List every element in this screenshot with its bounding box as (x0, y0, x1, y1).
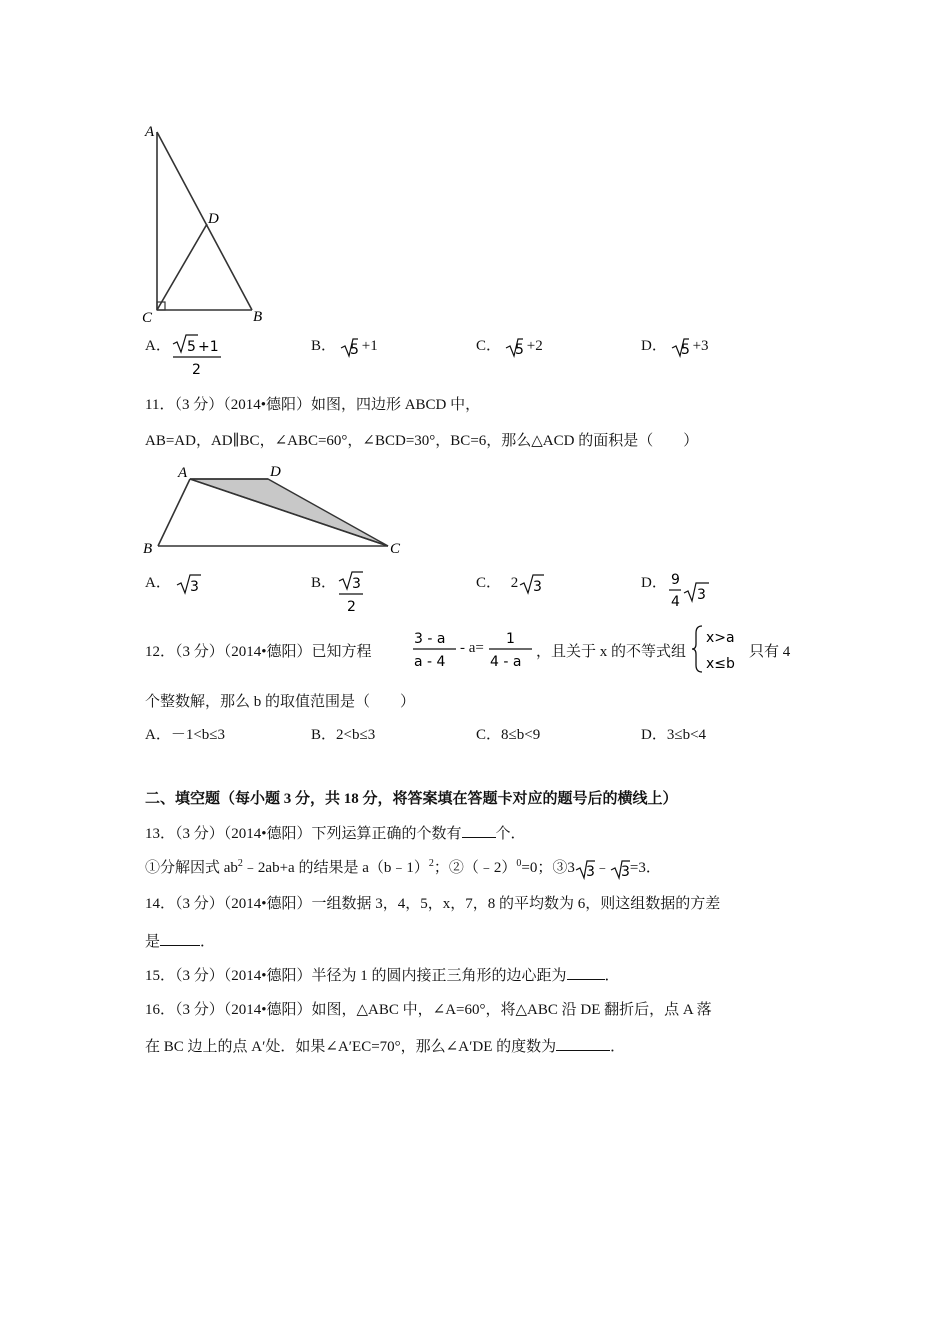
radicand: 5 (349, 341, 359, 358)
q12-mid: - a= (460, 640, 484, 656)
option-letter: D． (641, 575, 667, 591)
sqrt-expression (340, 336, 358, 358)
q13-part-b: ﹣2ab+a 的结果是 a（b﹣1） (242, 860, 429, 876)
segment-AC (190, 479, 388, 546)
sqrt-expression (610, 858, 630, 880)
numerator: 9 (671, 572, 680, 588)
label-D: D (270, 464, 281, 480)
inequality-1: x>a (706, 630, 735, 646)
q13-part-c: ；②（﹣2） (433, 860, 517, 876)
sqrt-fraction (337, 569, 371, 617)
label-B: B (253, 309, 263, 325)
q12-fraction-2 (488, 626, 534, 672)
sqrt-expression (518, 572, 544, 596)
q12-stem-pre: 12．（3 分）（2014•德阳）已知方程 (145, 644, 372, 660)
option-letter: B． (311, 338, 337, 354)
tail: +3 (692, 338, 709, 354)
q13-line2 (145, 856, 661, 880)
radicand: 5 (187, 339, 196, 355)
section2-title: 二、填空题（每小题 3 分，共 18 分，将答案填在答题卡对应的题号后的横线上） (145, 791, 678, 807)
segment-AB (157, 132, 252, 310)
exponent: 2 (237, 858, 243, 869)
q11-option-c[interactable] (476, 571, 544, 596)
sqrt-expression (505, 336, 523, 358)
q15-stem-post: ． (604, 968, 620, 984)
q14-line2-pre: 是 (145, 934, 161, 950)
q12-fraction-1 (412, 626, 458, 672)
answer-blank[interactable] (556, 1036, 610, 1051)
q12-option-a[interactable]: A．－1<b≤3 (145, 727, 226, 743)
option-letter: A． (145, 575, 171, 591)
q12-post2: 只有 4 (749, 644, 791, 660)
radicand: 3 (697, 587, 706, 603)
radicand: 5 (680, 341, 690, 358)
option-letter: C． (476, 575, 502, 591)
sqrt-expression (175, 572, 201, 596)
exponent: 0 (516, 858, 522, 869)
answer-blank[interactable] (567, 965, 605, 980)
numerator: 1 (506, 631, 515, 647)
q10-option-b[interactable] (311, 334, 378, 358)
radicand: 3 (352, 576, 361, 592)
label-A: A (178, 465, 188, 481)
q13-part-e: ﹣ (594, 860, 610, 876)
q13-stem-post: 个． (495, 826, 526, 842)
q16-stem: 16．（3 分）（2014•德阳）如图，△ABC 中，∠A=60°，将△ABC 沿 DE 翻折后，点 A 落 (145, 1002, 712, 1018)
radicand: 3 (585, 863, 595, 880)
label-D: D (208, 211, 219, 227)
fraction-sqrt (667, 569, 713, 617)
figure-q10 (135, 120, 275, 330)
radicand: 5 (514, 341, 524, 358)
radicand: 3 (189, 578, 199, 595)
q12-option-d[interactable]: D．3≤b<4 (641, 727, 707, 743)
label-B: B (143, 541, 153, 557)
numerator-tail: +1 (198, 339, 219, 355)
option-letter: D． (641, 338, 667, 354)
q12-stem (145, 640, 372, 661)
sqrt-expression (575, 858, 595, 880)
segment-CD (157, 224, 207, 310)
q13-part-a: ①分解因式 ab (145, 860, 238, 876)
denominator: 2 (347, 599, 356, 615)
q14-stem: 14．（3 分）（2014•德阳）一组数据 3，4，5，x，7，8 的平均数为 6，则这组数据的方差 (145, 896, 721, 912)
numerator: 3 - a (414, 631, 446, 647)
label-C: C (142, 310, 153, 326)
radicand: 3 (620, 863, 630, 880)
denominator: 2 (192, 362, 201, 378)
q16-line2-pre: 在 BC 边上的点 A′处．如果∠A′EC=70°，那么∠A′DE 的度数为 (145, 1039, 557, 1055)
coefficient: 2 (510, 575, 519, 591)
sqrt-fraction (171, 332, 231, 380)
q13-stem-pre: 13．（3 分）（2014•德阳）下列运算正确的个数有 (145, 826, 462, 842)
q15-stem-pre: 15．（3 分）（2014•德阳）半径为 1 的圆内接正三角形的边心距为 (145, 968, 567, 984)
exponent: 2 (428, 858, 434, 869)
q13-stem (145, 822, 526, 843)
option-letter: B． (311, 575, 337, 591)
inequality-2: x≤b (706, 656, 735, 672)
q14-line2 (145, 930, 215, 951)
tail: +1 (361, 338, 378, 354)
q13-part-f: =3． (629, 860, 661, 876)
q11-stem-line2: AB=AD，AD∥BC，∠ABC=60°，∠BCD=30°，BC=6，那么△ACD 的面积是（ ） (145, 433, 699, 449)
answer-blank[interactable] (462, 823, 496, 838)
q10-option-c[interactable] (476, 334, 543, 358)
q11-option-a[interactable] (145, 571, 201, 596)
answer-blank[interactable] (160, 931, 200, 946)
q12-option-c[interactable]: C．8≤b<9 (476, 727, 541, 743)
q15-stem (145, 964, 620, 985)
denominator: 4 - a (490, 654, 522, 670)
brace (692, 626, 702, 672)
q16-line2-post: ． (610, 1039, 626, 1055)
q10-option-d[interactable] (641, 334, 709, 358)
q13-part-d: =0；③3 (521, 860, 575, 876)
figure-q11 (138, 460, 408, 560)
denominator: a - 4 (414, 654, 446, 670)
sqrt-expression (671, 336, 689, 358)
tail: +2 (526, 338, 543, 354)
q12-line2: 个整数解，那么 b 的取值范围是（ ） (145, 694, 416, 710)
radicand: 3 (533, 578, 543, 595)
denominator: 4 (671, 594, 680, 610)
q12-post: ，且关于 x 的不等式组 (536, 644, 687, 660)
label-C: C (390, 541, 401, 557)
q11-stem: 11．（3 分）（2014•德阳）如图，四边形 ABCD 中， (145, 397, 481, 413)
option-letter: A． (145, 338, 171, 354)
q12-inequality-system (692, 624, 750, 674)
q14-line2-post: ． (200, 934, 216, 950)
option-letter: C． (476, 338, 502, 354)
label-A: A (145, 124, 155, 140)
segment-AB (158, 479, 190, 546)
q16-line2 (145, 1035, 625, 1056)
q12-option-b[interactable]: B．2<b≤3 (311, 727, 376, 743)
